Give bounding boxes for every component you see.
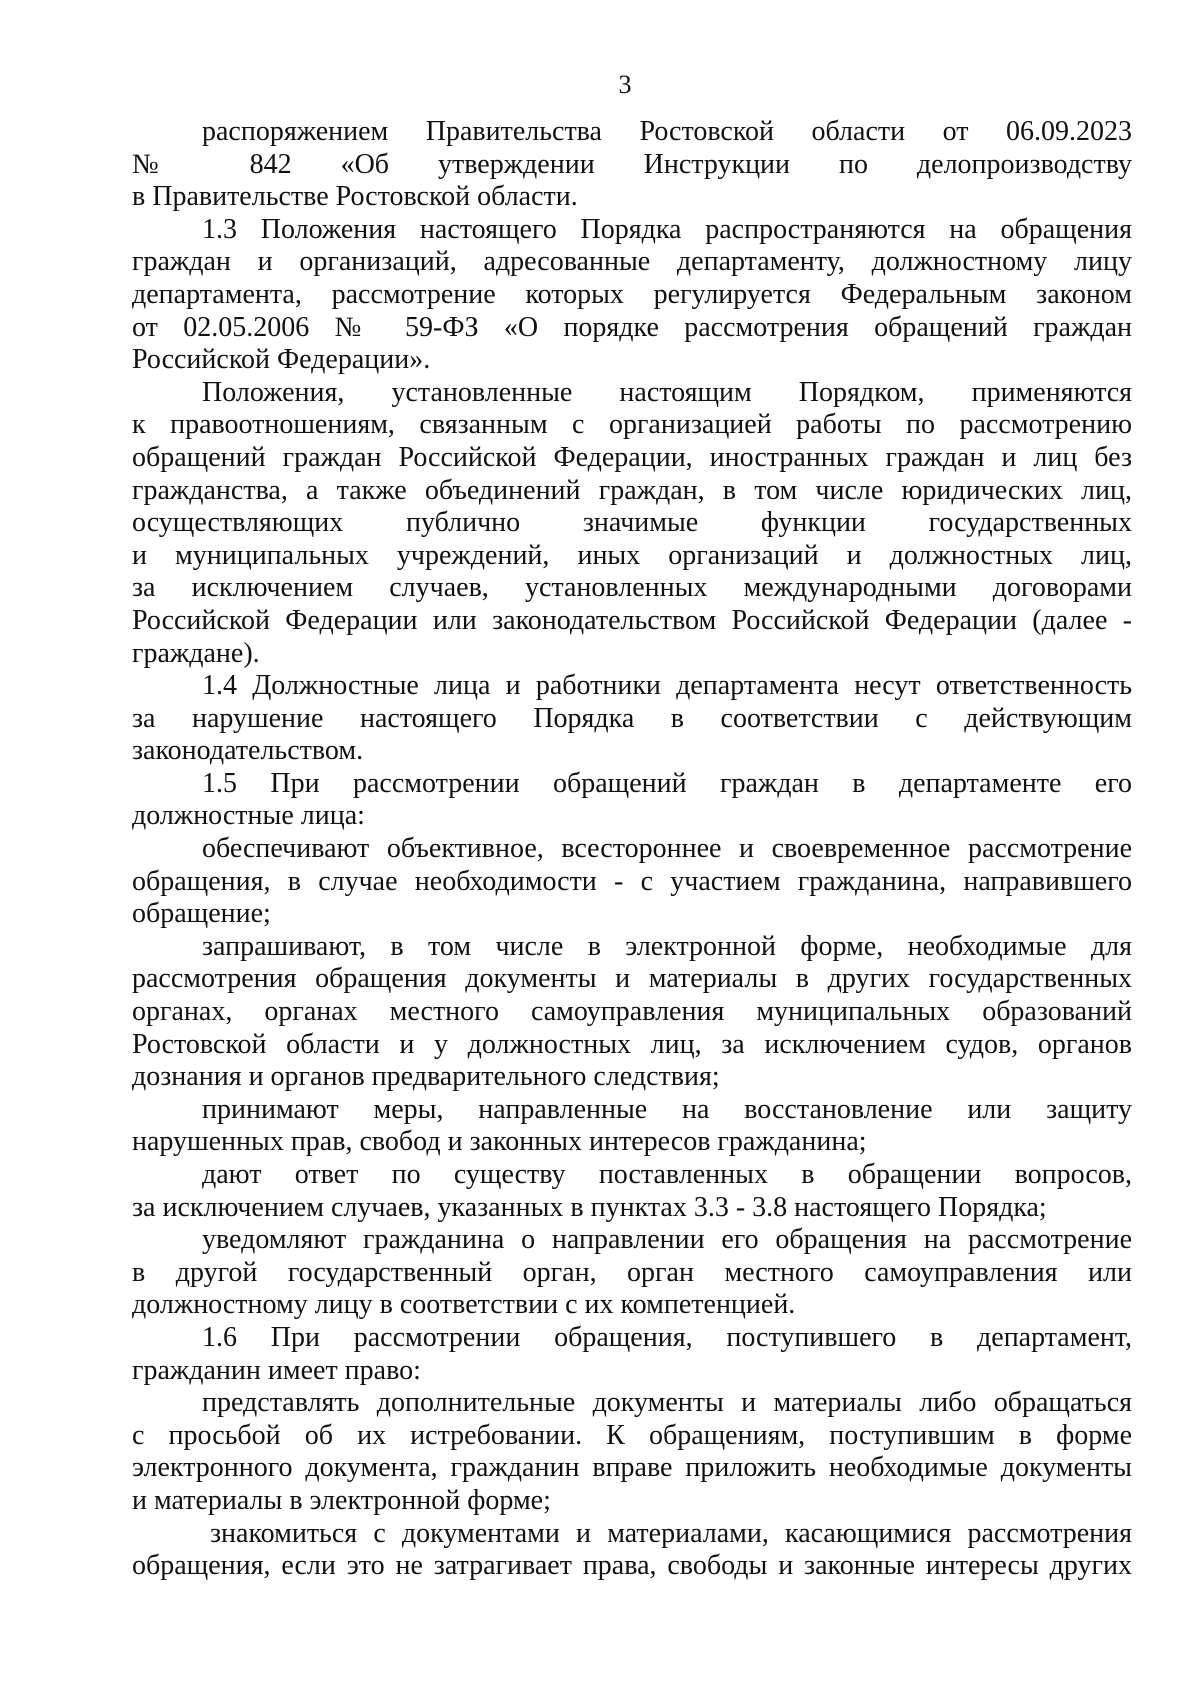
text-line: за исключением случаев, установленных международными договорами xyxy=(132,572,1132,604)
page-number: 3 xyxy=(618,70,632,99)
text-line: должностному лицу в соответствии с их компетенцией. xyxy=(132,1289,796,1321)
text-line: дознания и органов предварительного следствия; xyxy=(132,1061,720,1093)
text-line: и муниципальных учреждений, иных организаций и должностных лиц, xyxy=(132,539,1132,571)
text-line: Ростовской области и у должностных лиц, за исключением судов, органов xyxy=(132,1028,1132,1060)
text-line: уведомляют гражданина о направлении его обращения на рассмотрение xyxy=(202,1224,1132,1256)
text-line: рассмотрения обращения документы и материалы в других государственных xyxy=(132,963,1132,995)
text-line: и материалы в электронной форме; xyxy=(132,1484,551,1516)
text-line: законодательством. xyxy=(132,735,364,767)
text-line: распоряжением Правительства Ростовской области от 06.09.2023 xyxy=(202,116,1132,147)
text-line: знакомиться с документами и материалами, касающимися рассмотрения xyxy=(210,1517,1132,1549)
text-line: за нарушение настоящего Порядка в соответствии с действующим xyxy=(132,702,1132,734)
text-line: Российской Федерации или законодательством Российской Федерации (далее - xyxy=(132,604,1132,636)
text-line: 1.5 При рассмотрении обращений граждан в департаменте его xyxy=(202,767,1132,799)
text-line: к правоотношениям, связанным с организацией работы по рассмотрению xyxy=(132,409,1132,441)
text-line: запрашивают, в том числе в электронной форме, необходимые для xyxy=(202,930,1132,962)
text-line: обеспечивают объективное, всестороннее и своевременное рассмотрение xyxy=(202,833,1132,865)
text-line: в Правительстве Ростовской области. xyxy=(132,181,578,213)
text-line: Положения, установленные настоящим Порядком, применяются xyxy=(202,376,1132,408)
text-line: за исключением случаев, указанных в пунктах 3.3 - 3.8 настоящего Порядка; xyxy=(132,1191,1047,1223)
text-line: нарушенных прав, свобод и законных интересов гражданина; xyxy=(132,1126,867,1158)
document-body xyxy=(132,116,1132,1583)
text-line: обращения, если это не затрагивает права, свободы и законные интересы других xyxy=(132,1550,1132,1582)
text-line: гражданин имеет право: xyxy=(132,1354,421,1386)
text-line: должностные лица: xyxy=(132,800,365,832)
text-line: электронного документа, гражданин вправе приложить необходимые документы xyxy=(132,1452,1132,1484)
text-line: обращений граждан Российской Федерации, иностранных граждан и лиц без xyxy=(132,441,1132,473)
text-line: 1.6 При рассмотрении обращения, поступившего в департамент, xyxy=(202,1321,1132,1353)
text-line: департамента, рассмотрение которых регулируется Федеральным законом xyxy=(132,278,1132,310)
text-line: принимают меры, направленные на восстановление или защиту xyxy=(202,1093,1132,1125)
text-line: органах, органах местного самоуправления муниципальных образований xyxy=(132,996,1132,1028)
text-line: осуществляющих публично значимые функции государственных xyxy=(132,507,1132,539)
text-line: дают ответ по существу поставленных в обращении вопросов, xyxy=(202,1159,1132,1190)
text-line: в другой государственный орган, орган местного самоуправления или xyxy=(132,1256,1132,1288)
text-line: Российской Федерации». xyxy=(132,344,431,376)
text-line: представлять дополнительные документы и материалы либо обращаться xyxy=(202,1387,1132,1419)
text-line: граждан и организаций, адресованные департаменту, должностному лицу xyxy=(132,246,1132,278)
text-line: 1.3 Положения настоящего Порядка распространяются на обращения xyxy=(202,213,1132,245)
text-line: обращение; xyxy=(132,898,271,930)
text-line: от 02.05.2006 № 59-ФЗ «О порядке рассмотрения обращений граждан xyxy=(132,311,1132,343)
text-line: гражданства, а также объединений граждан, в том числе юридических лиц, xyxy=(132,474,1132,506)
text-line: обращения, в случае необходимости - с участием гражданина, направившего xyxy=(132,865,1132,897)
text-line: 1.4 Должностные лица и работники департамента несут ответственность xyxy=(202,670,1132,702)
text-line: граждане). xyxy=(132,637,260,669)
text-line: с просьбой об их истребовании. К обращениям, поступившим в форме xyxy=(132,1419,1132,1451)
text-line: № 842 «Об утверждении Инструкции по делопроизводству xyxy=(132,148,1132,180)
